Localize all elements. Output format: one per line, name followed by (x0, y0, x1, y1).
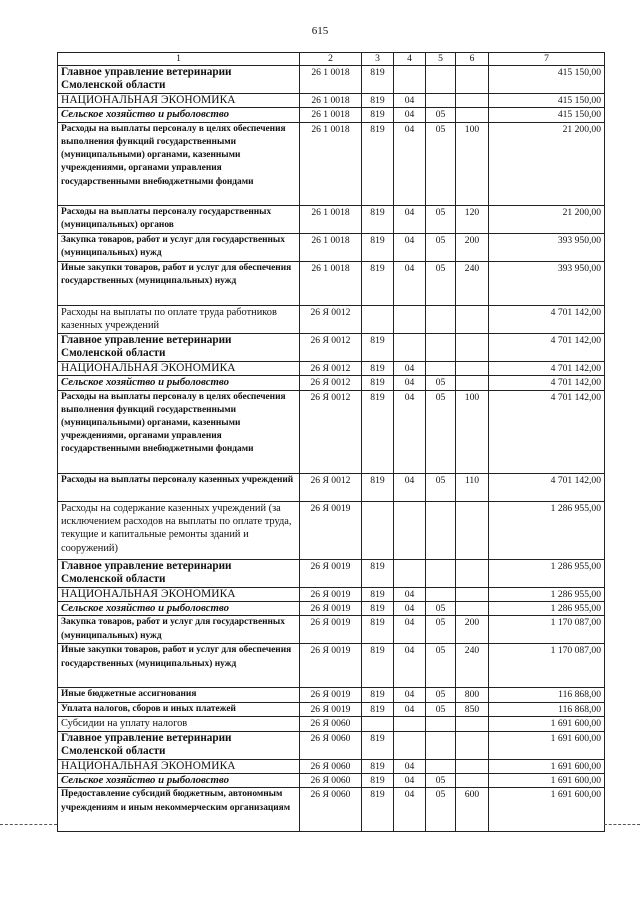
table-row (58, 333, 605, 361)
row-expense-type (456, 94, 489, 108)
row-expense-type (456, 731, 489, 759)
table-row (58, 205, 605, 233)
column-header: 3 (362, 53, 394, 66)
row-subsection: 05 (426, 376, 456, 390)
table-row (58, 261, 605, 305)
row-amount: 1 691 600,00 (489, 731, 605, 759)
row-amount: 1 286 955,00 (489, 559, 605, 587)
row-section (394, 501, 426, 559)
row-expense-type (456, 759, 489, 773)
row-grbs: 819 (362, 688, 394, 702)
row-amount: 1 691 600,00 (489, 717, 605, 731)
row-target-code: 26 Я 0019 (300, 688, 362, 702)
row-section: 04 (394, 94, 426, 108)
row-amount: 393 950,00 (489, 233, 605, 261)
row-expense-type: 800 (456, 688, 489, 702)
row-name: Расходы на содержание казенных учреждений (за исключением расходов на выплаты по оплате труда, текущие и капитальные ремонты зданий и сооружений) (58, 501, 300, 559)
column-header: 6 (456, 53, 489, 66)
row-target-code: 26 Я 0012 (300, 390, 362, 473)
table-row (58, 108, 605, 122)
row-section: 04 (394, 616, 426, 644)
row-amount: 1 170 087,00 (489, 644, 605, 688)
row-target-code: 26 Я 0012 (300, 361, 362, 375)
row-section (394, 731, 426, 759)
table-row (58, 688, 605, 702)
row-name: Расходы на выплаты по оплате труда работников казенных учреждений (58, 305, 300, 333)
row-section: 04 (394, 122, 426, 205)
row-expense-type: 200 (456, 233, 489, 261)
row-name: Главное управление ветеринарии Смоленской области (58, 731, 300, 759)
row-target-code: 26 1 0018 (300, 205, 362, 233)
row-name: НАЦИОНАЛЬНАЯ ЭКОНОМИКА (58, 587, 300, 601)
row-section: 04 (394, 602, 426, 616)
row-subsection: 05 (426, 788, 456, 832)
row-name: НАЦИОНАЛЬНАЯ ЭКОНОМИКА (58, 94, 300, 108)
table-row (58, 759, 605, 773)
table-row (58, 616, 605, 644)
row-name: Предоставление субсидий бюджетным, автономным учреждениям и иным некоммерческим организациям (58, 788, 300, 832)
row-name: Закупка товаров, работ и услуг для государственных (муниципальных) нужд (58, 616, 300, 644)
row-subsection: 05 (426, 688, 456, 702)
table-row (58, 473, 605, 501)
row-section: 04 (394, 205, 426, 233)
row-expense-type (456, 559, 489, 587)
row-grbs: 819 (362, 616, 394, 644)
row-amount: 4 701 142,00 (489, 361, 605, 375)
row-expense-type: 100 (456, 122, 489, 205)
row-grbs: 819 (362, 731, 394, 759)
row-subsection: 05 (426, 616, 456, 644)
row-name: Главное управление ветеринарии Смоленской области (58, 66, 300, 94)
row-section (394, 717, 426, 731)
row-grbs (362, 717, 394, 731)
row-name: Расходы на выплаты персоналу в целях обеспечения выполнения функций государственными (муниципальными) органами, казенными учреждениями, органами управления государственными внебюджетными фондами (58, 390, 300, 473)
row-expense-type: 850 (456, 702, 489, 716)
row-expense-type (456, 774, 489, 788)
row-subsection: 05 (426, 261, 456, 305)
row-target-code: 26 Я 0019 (300, 616, 362, 644)
row-section: 04 (394, 233, 426, 261)
row-target-code: 26 Я 0060 (300, 788, 362, 832)
column-header: 5 (426, 53, 456, 66)
row-subsection (426, 759, 456, 773)
row-target-code: 26 Я 0019 (300, 702, 362, 716)
row-subsection (426, 717, 456, 731)
row-section: 04 (394, 774, 426, 788)
column-header: 1 (58, 53, 300, 66)
row-target-code: 26 Я 0060 (300, 717, 362, 731)
table-row (58, 305, 605, 333)
row-subsection: 05 (426, 473, 456, 501)
table-row (58, 501, 605, 559)
row-section: 04 (394, 261, 426, 305)
row-target-code: 26 1 0018 (300, 122, 362, 205)
table-row (58, 774, 605, 788)
table-row (58, 66, 605, 94)
table-body (58, 66, 605, 832)
row-subsection: 05 (426, 122, 456, 205)
row-name: Расходы на выплаты персоналу казенных учреждений (58, 473, 300, 501)
row-subsection (426, 333, 456, 361)
row-expense-type: 120 (456, 205, 489, 233)
row-section: 04 (394, 688, 426, 702)
row-subsection (426, 361, 456, 375)
row-target-code: 26 1 0018 (300, 108, 362, 122)
row-expense-type (456, 333, 489, 361)
row-section: 04 (394, 376, 426, 390)
row-subsection (426, 94, 456, 108)
row-section: 04 (394, 108, 426, 122)
page-number: 615 (311, 25, 329, 37)
table-row (58, 361, 605, 375)
row-expense-type (456, 501, 489, 559)
row-subsection (426, 305, 456, 333)
row-subsection: 05 (426, 644, 456, 688)
row-name: Сельское хозяйство и рыболовство (58, 774, 300, 788)
budget-table (57, 52, 605, 832)
column-header: 7 (489, 53, 605, 66)
row-name: Сельское хозяйство и рыболовство (58, 108, 300, 122)
row-section (394, 305, 426, 333)
row-grbs (362, 305, 394, 333)
row-section: 04 (394, 759, 426, 773)
row-grbs: 819 (362, 390, 394, 473)
row-expense-type (456, 108, 489, 122)
row-target-code: 26 Я 0060 (300, 774, 362, 788)
row-amount: 4 701 142,00 (489, 473, 605, 501)
row-grbs: 819 (362, 587, 394, 601)
row-subsection (426, 559, 456, 587)
row-subsection (426, 731, 456, 759)
table-row (58, 587, 605, 601)
row-subsection: 05 (426, 390, 456, 473)
table-row (58, 717, 605, 731)
row-name: Сельское хозяйство и рыболовство (58, 376, 300, 390)
row-target-code: 26 Я 0060 (300, 731, 362, 759)
row-name: Иные закупки товаров, работ и услуг для обеспечения государственных (муниципальных) нужд (58, 644, 300, 688)
row-grbs: 819 (362, 759, 394, 773)
row-amount: 1 691 600,00 (489, 774, 605, 788)
header-row (58, 53, 605, 66)
row-section: 04 (394, 390, 426, 473)
row-expense-type (456, 66, 489, 94)
row-target-code: 26 Я 0019 (300, 644, 362, 688)
row-amount: 1 286 955,00 (489, 501, 605, 559)
table-row (58, 94, 605, 108)
row-expense-type: 240 (456, 644, 489, 688)
row-section (394, 66, 426, 94)
row-target-code: 26 Я 0019 (300, 501, 362, 559)
row-amount: 1 170 087,00 (489, 616, 605, 644)
row-section (394, 333, 426, 361)
row-target-code: 26 1 0018 (300, 261, 362, 305)
row-amount: 21 200,00 (489, 122, 605, 205)
row-amount: 1 286 955,00 (489, 602, 605, 616)
row-section: 04 (394, 361, 426, 375)
row-grbs: 819 (362, 559, 394, 587)
row-target-code: 26 Я 0060 (300, 759, 362, 773)
row-target-code: 26 1 0018 (300, 66, 362, 94)
row-target-code: 26 Я 0012 (300, 376, 362, 390)
row-target-code: 26 Я 0012 (300, 473, 362, 501)
row-amount: 415 150,00 (489, 94, 605, 108)
row-target-code: 26 Я 0012 (300, 333, 362, 361)
table-row (58, 559, 605, 587)
row-amount: 116 868,00 (489, 702, 605, 716)
row-grbs: 819 (362, 233, 394, 261)
row-name: Расходы на выплаты персоналу в целях обеспечения выполнения функций государственными (муниципальными) органами, казенными учреждениями, органами управления государственными внебюджетными фондами (58, 122, 300, 205)
row-grbs: 819 (362, 94, 394, 108)
table-header (58, 53, 605, 66)
row-grbs: 819 (362, 473, 394, 501)
row-name: Субсидии на уплату налогов (58, 717, 300, 731)
row-target-code: 26 Я 0019 (300, 587, 362, 601)
row-amount: 1 691 600,00 (489, 759, 605, 773)
row-expense-type: 600 (456, 788, 489, 832)
row-section: 04 (394, 473, 426, 501)
column-header: 2 (300, 53, 362, 66)
row-section: 04 (394, 702, 426, 716)
row-subsection (426, 501, 456, 559)
row-name: Расходы на выплаты персоналу государственных (муниципальных) органов (58, 205, 300, 233)
row-expense-type (456, 376, 489, 390)
row-expense-type: 240 (456, 261, 489, 305)
row-grbs: 819 (362, 788, 394, 832)
row-subsection: 05 (426, 702, 456, 716)
row-grbs: 819 (362, 602, 394, 616)
row-subsection: 05 (426, 602, 456, 616)
row-name: Закупка товаров, работ и услуг для государственных (муниципальных) нужд (58, 233, 300, 261)
row-grbs: 819 (362, 108, 394, 122)
row-grbs (362, 501, 394, 559)
row-grbs: 819 (362, 66, 394, 94)
row-subsection (426, 587, 456, 601)
row-name: Иные бюджетные ассигнования (58, 688, 300, 702)
row-grbs: 819 (362, 644, 394, 688)
row-section: 04 (394, 587, 426, 601)
row-expense-type (456, 602, 489, 616)
row-grbs: 819 (362, 261, 394, 305)
table-row (58, 390, 605, 473)
row-target-code: 26 Я 0019 (300, 559, 362, 587)
page-divider (604, 824, 640, 825)
row-target-code: 26 Я 0012 (300, 305, 362, 333)
row-grbs: 819 (362, 774, 394, 788)
row-amount: 4 701 142,00 (489, 333, 605, 361)
table-row (58, 122, 605, 205)
row-grbs: 819 (362, 205, 394, 233)
row-amount: 415 150,00 (489, 108, 605, 122)
row-section: 04 (394, 644, 426, 688)
row-name: Главное управление ветеринарии Смоленской области (58, 559, 300, 587)
row-subsection: 05 (426, 205, 456, 233)
table-row (58, 644, 605, 688)
row-expense-type: 100 (456, 390, 489, 473)
row-amount: 4 701 142,00 (489, 305, 605, 333)
row-amount: 415 150,00 (489, 66, 605, 94)
row-amount: 4 701 142,00 (489, 376, 605, 390)
row-grbs: 819 (362, 376, 394, 390)
table-row (58, 233, 605, 261)
row-subsection: 05 (426, 774, 456, 788)
table-row (58, 602, 605, 616)
row-amount: 116 868,00 (489, 688, 605, 702)
row-name: Сельское хозяйство и рыболовство (58, 602, 300, 616)
row-target-code: 26 1 0018 (300, 94, 362, 108)
row-expense-type (456, 361, 489, 375)
row-grbs: 819 (362, 361, 394, 375)
row-amount: 4 701 142,00 (489, 390, 605, 473)
row-expense-type: 200 (456, 616, 489, 644)
row-name: Иные закупки товаров, работ и услуг для обеспечения государственных (муниципальных) нужд (58, 261, 300, 305)
row-target-code: 26 Я 0019 (300, 602, 362, 616)
row-amount: 393 950,00 (489, 261, 605, 305)
row-name: НАЦИОНАЛЬНАЯ ЭКОНОМИКА (58, 361, 300, 375)
row-grbs: 819 (362, 122, 394, 205)
row-subsection (426, 66, 456, 94)
column-header: 4 (394, 53, 426, 66)
row-expense-type: 110 (456, 473, 489, 501)
row-target-code: 26 1 0018 (300, 233, 362, 261)
row-subsection: 05 (426, 108, 456, 122)
row-section: 04 (394, 788, 426, 832)
row-amount: 21 200,00 (489, 205, 605, 233)
table-row (58, 788, 605, 832)
row-name: Главное управление ветеринарии Смоленской области (58, 333, 300, 361)
row-section (394, 559, 426, 587)
row-grbs: 819 (362, 702, 394, 716)
row-name: НАЦИОНАЛЬНАЯ ЭКОНОМИКА (58, 759, 300, 773)
row-expense-type (456, 305, 489, 333)
row-subsection: 05 (426, 233, 456, 261)
table-row (58, 376, 605, 390)
table-row (58, 702, 605, 716)
row-expense-type (456, 717, 489, 731)
row-name: Уплата налогов, сборов и иных платежей (58, 702, 300, 716)
page-divider (0, 824, 57, 825)
row-amount: 1 286 955,00 (489, 587, 605, 601)
row-grbs: 819 (362, 333, 394, 361)
row-amount: 1 691 600,00 (489, 788, 605, 832)
row-expense-type (456, 587, 489, 601)
table-row (58, 731, 605, 759)
